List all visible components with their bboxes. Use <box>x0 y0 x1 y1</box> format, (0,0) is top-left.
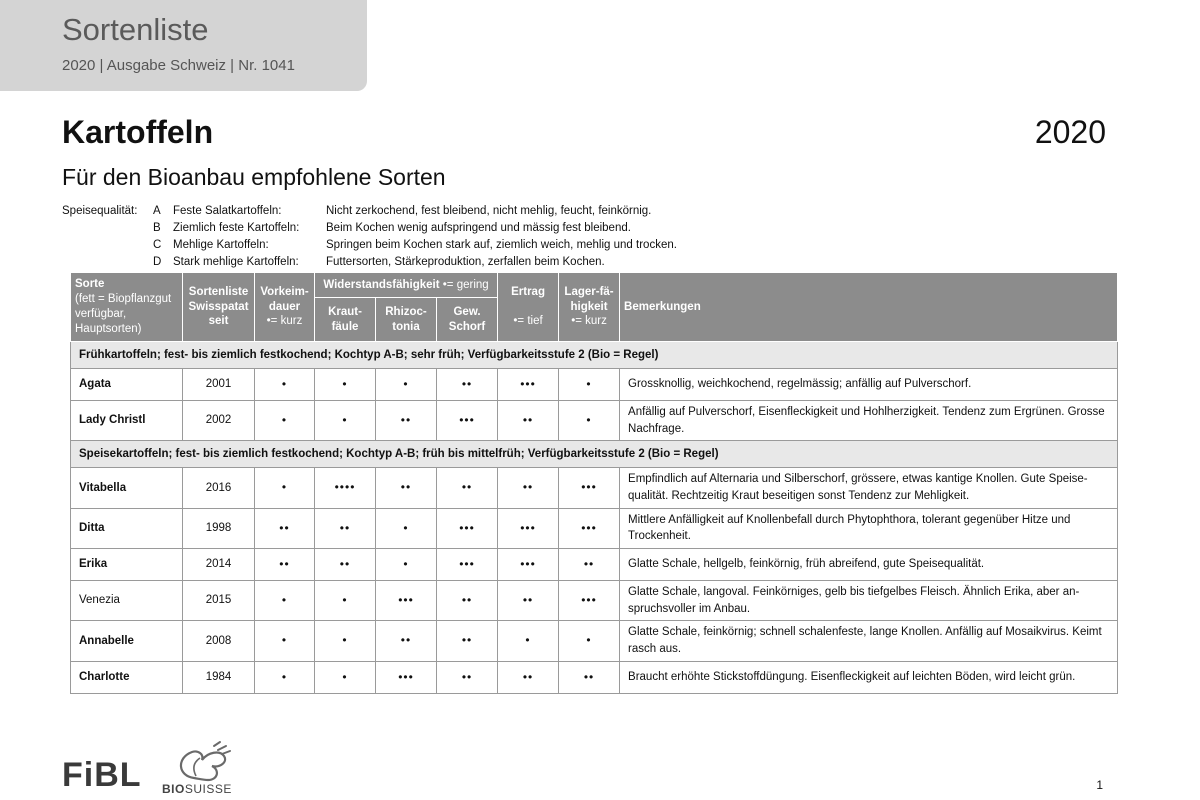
cell-sorte: Agata <box>71 369 183 401</box>
legend-desc: Futtersorten, Stärkeproduktion, zerfallen beim Kochen. <box>326 256 605 268</box>
cell-ertrag: ••• <box>498 508 559 548</box>
legend-type: Stark mehlige Kartoffeln: <box>173 256 299 268</box>
col-header-bemerkungen <box>620 273 1118 342</box>
cell-kraut: •• <box>315 549 376 581</box>
table-row <box>71 621 1118 661</box>
cell-seit: 2001 <box>183 369 255 401</box>
cell-schorf: •• <box>437 661 498 693</box>
cell-kraut: • <box>315 621 376 661</box>
ertrag-note: •= tief <box>513 315 543 328</box>
col-header-widerstand <box>315 273 498 298</box>
section-title: Speisekartoffeln; fest- bis ziemlich festkochend; Kochtyp A-B; früh bis mittelfrüh; Verfügbarkeitsstufe 2 (Bio = Regel) <box>71 441 1118 468</box>
cell-ertrag: •• <box>498 661 559 693</box>
section-row <box>71 441 1118 468</box>
table-row <box>71 508 1118 548</box>
krautfaeule-l2: fäule <box>331 320 359 333</box>
cell-bemerkung: Glatte Schale, feinkörnig; schnell schalenfeste, lange Knollen. Anfällig auf Mosaikvirus. Keimt rasch aus. <box>620 621 1118 661</box>
cell-rhizoc: ••• <box>376 661 437 693</box>
col-header-sortenliste <box>183 273 255 342</box>
table-row <box>71 549 1118 581</box>
cell-lager: •• <box>559 661 620 693</box>
cell-ertrag: ••• <box>498 549 559 581</box>
cell-bemerkung: Anfällig auf Pulverschorf, Eisenfleckigkeit und Hohlherzigkeit. Tendenz zum Ergrünen. Grosse Nachfrage. <box>620 401 1118 441</box>
krautfaeule-l1: Kraut- <box>328 305 362 318</box>
cell-schorf: •• <box>437 369 498 401</box>
legend-label: Speisequalität: <box>62 205 138 217</box>
cell-seit: 2002 <box>183 401 255 441</box>
cell-bemerkung: Empfindlich auf Alternaria und Silberschorf, grössere, etwas kantige Knollen. Gute Speise-qualität. Rechtzeitig Kraut beseitigen sonst Tendenz zur Mehligkeit. <box>620 468 1118 508</box>
cell-kraut: • <box>315 661 376 693</box>
cell-lager: ••• <box>559 468 620 508</box>
vorkeim-l1: Vorkeim- <box>260 285 309 298</box>
sortenliste-l2: Swisspatat <box>188 300 249 313</box>
cell-schorf: ••• <box>437 401 498 441</box>
varieties-table <box>70 272 1118 694</box>
schorf-l1: Gew. <box>453 305 481 318</box>
cell-vorkeim: •• <box>255 549 315 581</box>
col-header-krautfaeule <box>315 298 376 342</box>
bio-suisse-wordmark <box>162 782 232 796</box>
cell-ertrag: •• <box>498 581 559 621</box>
bio-wordmark-a: BIO <box>162 782 185 796</box>
bemerkungen-label: Bemerkungen <box>624 300 701 313</box>
table-row <box>71 581 1118 621</box>
legend-type: Mehlige Kartoffeln: <box>173 239 269 251</box>
cell-rhizoc: •• <box>376 468 437 508</box>
lager-l1: Lager-fä- <box>564 285 614 298</box>
cell-seit: 1984 <box>183 661 255 693</box>
lager-l2: higkeit <box>570 300 608 313</box>
col-header-rhizoctonia <box>376 298 437 342</box>
cell-sorte: Erika <box>71 549 183 581</box>
cell-vorkeim: • <box>255 661 315 693</box>
sorte-header-label: Sorte <box>75 278 105 291</box>
page-subtitle: Für den Bioanbau empfohlene Sorten <box>62 164 446 190</box>
cell-ertrag: ••• <box>498 369 559 401</box>
cell-kraut: •• <box>315 508 376 548</box>
lager-note: •= kurz <box>571 315 607 328</box>
fibl-logo: FiBL <box>62 756 142 794</box>
page-title: Kartoffeln <box>62 114 214 150</box>
cell-lager: • <box>559 369 620 401</box>
col-header-vorkeimdauer <box>255 273 315 342</box>
rhizoc-l2: tonia <box>392 320 420 333</box>
cell-sorte: Charlotte <box>71 661 183 693</box>
widerstand-label: Widerstandsfähigkeit <box>323 278 440 291</box>
cell-bemerkung: Grossknollig, weichkochend, regelmässig; anfällig auf Pulverschorf. <box>620 369 1118 401</box>
sortenliste-l3: seit <box>208 315 229 328</box>
edition-info: 2020 | Ausgabe Schweiz | Nr. 1041 <box>62 57 295 74</box>
cell-bemerkung: Mittlere Anfälligkeit auf Knollenbefall durch Phytophthora, tolerant gegenüber Hitze und Trockenheit. <box>620 508 1118 548</box>
cell-schorf: ••• <box>437 549 498 581</box>
sortenliste-l1: Sortenliste <box>188 285 249 298</box>
legend-letter: A <box>153 205 161 217</box>
cell-seit: 2014 <box>183 549 255 581</box>
cell-kraut: • <box>315 369 376 401</box>
cell-seit: 2016 <box>183 468 255 508</box>
ertrag-label: Ertrag <box>511 285 545 298</box>
cell-vorkeim: • <box>255 621 315 661</box>
cell-schorf: ••• <box>437 508 498 548</box>
table-row <box>71 369 1118 401</box>
cell-kraut: • <box>315 581 376 621</box>
page-year: 2020 <box>1034 114 1106 150</box>
vorkeim-l2: dauer <box>268 300 301 313</box>
page-number: 1 <box>1096 778 1103 792</box>
legend-letter: D <box>153 256 162 268</box>
cell-rhizoc: •• <box>376 401 437 441</box>
cell-sorte: Venezia <box>71 581 183 621</box>
cell-schorf: •• <box>437 468 498 508</box>
table-row <box>71 401 1118 441</box>
col-header-schorf <box>437 298 498 342</box>
header-row-top <box>71 273 1118 298</box>
cell-rhizoc: ••• <box>376 581 437 621</box>
legend-letter: C <box>153 239 162 251</box>
cell-sorte: Ditta <box>71 508 183 548</box>
cell-schorf: •• <box>437 621 498 661</box>
legend-desc: Nicht zerkochend, fest bleibend, nicht mehlig, feucht, feinkörnig. <box>326 205 652 217</box>
cell-lager: • <box>559 621 620 661</box>
legend-type: Ziemlich feste Kartoffeln: <box>173 222 300 234</box>
vorkeim-note: •= kurz <box>266 315 303 328</box>
col-header-lagerfaehigkeit <box>559 273 620 342</box>
cell-vorkeim: • <box>255 581 315 621</box>
legend-type: Feste Salatkartoffeln: <box>173 205 282 217</box>
widerstand-note: •= gering <box>442 278 489 291</box>
legend-desc: Beim Kochen wenig aufspringend und mässig fest bleibend. <box>326 222 631 234</box>
table-row <box>71 661 1118 693</box>
cell-seit: 1998 <box>183 508 255 548</box>
cell-vorkeim: • <box>255 369 315 401</box>
cell-kraut: • <box>315 401 376 441</box>
cell-bemerkung: Glatte Schale, langoval. Feinkörniges, gelb bis tiefgelbes Fleisch. Ähnlich Erika, aber an-spruchsvoller im Anbau. <box>620 581 1118 621</box>
cell-seit: 2015 <box>183 581 255 621</box>
cell-rhizoc: • <box>376 549 437 581</box>
cell-vorkeim: • <box>255 401 315 441</box>
rhizoc-l1: Rhizoc- <box>385 305 427 318</box>
legend-letter: B <box>153 222 161 234</box>
cell-seit: 2008 <box>183 621 255 661</box>
cell-lager: ••• <box>559 581 620 621</box>
cell-lager: •• <box>559 549 620 581</box>
cell-schorf: •• <box>437 581 498 621</box>
document-header-box <box>0 0 367 91</box>
cell-ertrag: •• <box>498 468 559 508</box>
cell-sorte: Vitabella <box>71 468 183 508</box>
col-header-sorte <box>71 273 183 342</box>
cell-rhizoc: • <box>376 369 437 401</box>
cell-lager: • <box>559 401 620 441</box>
cell-rhizoc: • <box>376 508 437 548</box>
sorte-header-note: (fett = Biopflanzgut verfügbar, Hauptsorten) <box>75 293 172 335</box>
cell-bemerkung: Braucht erhöhte Stickstoffdüngung. Eisenfleckigkeit auf leichten Böden, wird leicht grün. <box>620 661 1118 693</box>
cell-kraut: •••• <box>315 468 376 508</box>
section-row <box>71 342 1118 369</box>
series-title: Sortenliste <box>62 12 209 47</box>
cell-bemerkung: Glatte Schale, hellgelb, feinkörnig, früh abreifend, gute Speisequalität. <box>620 549 1118 581</box>
cell-lager: ••• <box>559 508 620 548</box>
cell-rhizoc: •• <box>376 621 437 661</box>
cell-ertrag: • <box>498 621 559 661</box>
legend-desc: Springen beim Kochen stark auf, ziemlich weich, mehlig und trocken. <box>326 239 677 251</box>
cell-sorte: Annabelle <box>71 621 183 661</box>
cell-sorte: Lady Christl <box>71 401 183 441</box>
table-row <box>71 468 1118 508</box>
cell-ertrag: •• <box>498 401 559 441</box>
cell-vorkeim: • <box>255 468 315 508</box>
col-header-ertrag <box>498 273 559 342</box>
schorf-l2: Schorf <box>448 320 486 333</box>
section-title: Frühkartoffeln; fest- bis ziemlich festkochend; Kochtyp A-B; sehr früh; Verfügbarkeitsstufe 2 (Bio = Regel) <box>71 342 1118 369</box>
cell-vorkeim: •• <box>255 508 315 548</box>
bio-wordmark-b: SUISSE <box>184 782 232 796</box>
